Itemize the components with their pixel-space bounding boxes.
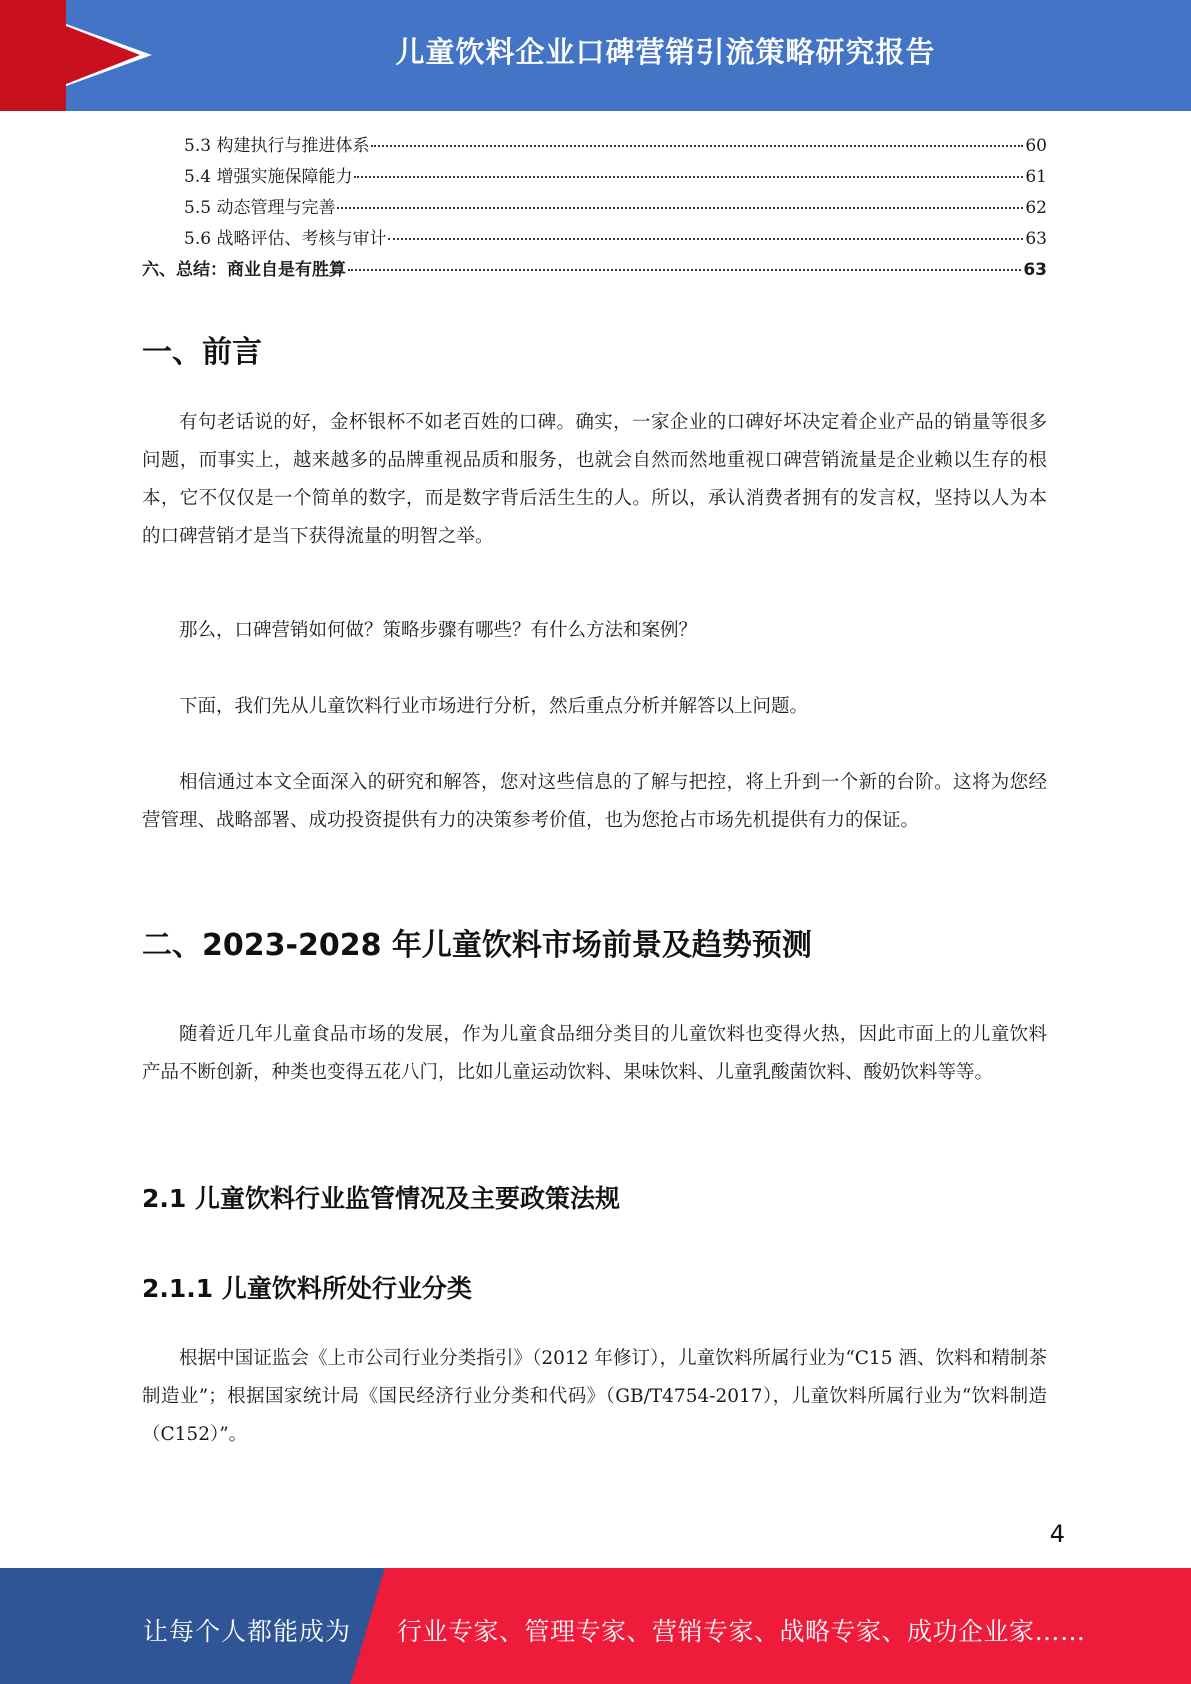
subsection-heading-regulation: 2.1 儿童饮料行业监管情况及主要政策法规: [142, 1184, 620, 1213]
preface-paragraph: 下面，我们先从儿童饮料行业市场进行分析，然后重点分析并解答以上问题。: [179, 696, 809, 717]
toc-entry-label: 5.5 动态管理与完善: [184, 198, 336, 218]
page-number: 4: [1049, 1520, 1065, 1548]
section-heading-preface: 一、前言: [142, 335, 262, 370]
page-footer: [0, 1568, 1191, 1684]
preface-paragraph: 相信通过本文全面深入的研究和解答，您对这些信息的了解与把控，将上升到一个新的台阶。这将为您经营管理、战略部署、成功投资提供有力的决策参考价值，也为您抢占市场先机提供有力的保证。: [142, 772, 1047, 831]
footer-slogan-left: 让每个人都能成为: [143, 1617, 352, 1646]
section-heading-market-outlook: 二、2023-2028 年儿童饮料市场前景及趋势预测: [142, 928, 812, 963]
toc-entry-chapter[interactable]: [142, 255, 1047, 286]
subsection-heading-classification: 2.1.1 儿童饮料所处行业分类: [142, 1274, 472, 1303]
footer-slogan-right: 行业专家、管理专家、营销专家、战略专家、成功企业家……: [397, 1617, 1086, 1646]
toc-entry-page: 62: [1025, 198, 1047, 218]
market-outlook-paragraph: 随着近几年儿童食品市场的发展，作为儿童食品细分类目的儿童饮料也变得火热，因此市面上的儿童饮料产品不断创新，种类也变得五花八门，比如儿童运动饮料、果味饮料、儿童乳酸菌饮料、酸奶饮料等等。: [142, 1024, 1047, 1083]
toc-entry[interactable]: [142, 131, 1047, 162]
table-of-contents: [142, 131, 1047, 286]
classification-paragraph: 根据中国证监会《上市公司行业分类指引》（2012 年修订），儿童饮料所属行业为“C15 酒、饮料和精制茶制造业”；根据国家统计局《国民经济行业分类和代码》（GB/T4754-2017），儿童饮料所属行业为“饮料制造（C152）”。: [142, 1348, 1047, 1445]
toc-leader-dots: [388, 238, 1023, 240]
toc-leader-dots: [371, 145, 1023, 147]
preface-paragraph: 那么，口碑营销如何做？策略步骤有哪些？有什么方法和案例？: [179, 620, 698, 641]
toc-entry-label: 5.4 增强实施保障能力: [184, 167, 353, 187]
toc-entry[interactable]: [142, 193, 1047, 224]
toc-entry-label: 六、总结：商业自是有胜算: [142, 260, 346, 280]
toc-leader-dots: [337, 207, 1023, 209]
page-header: [0, 0, 1191, 111]
toc-entry-label: 5.3 构建执行与推进体系: [184, 136, 370, 156]
toc-entry[interactable]: [142, 224, 1047, 255]
toc-entry-page: 61: [1025, 167, 1047, 187]
preface-paragraph: 有句老话说的好，金杯银杯不如老百姓的口碑。确实，一家企业的口碑好坏决定着企业产品的销量等很多问题，而事实上，越来越多的品牌重视品质和服务，也就会自然而然地重视口碑营销流量是企业赖以生存的根本，它不仅仅是一个简单的数字，而是数字背后活生生的人。所以，承认消费者拥有的发言权，坚持以人为本的口碑营销才是当下获得流量的明智之举。: [142, 412, 1047, 547]
header-red-chevron: [0, 0, 140, 110]
toc-entry-page: 60: [1025, 136, 1047, 156]
toc-leader-dots: [348, 269, 1021, 271]
toc-entry[interactable]: [142, 162, 1047, 193]
toc-leader-dots: [354, 176, 1023, 178]
report-title: 儿童饮料企业口碑营销引流策略研究报告: [395, 35, 936, 69]
toc-entry-page: 63: [1025, 229, 1047, 249]
toc-entry-page: 63: [1023, 260, 1047, 280]
toc-entry-label: 5.6 战略评估、考核与审计: [184, 229, 387, 249]
